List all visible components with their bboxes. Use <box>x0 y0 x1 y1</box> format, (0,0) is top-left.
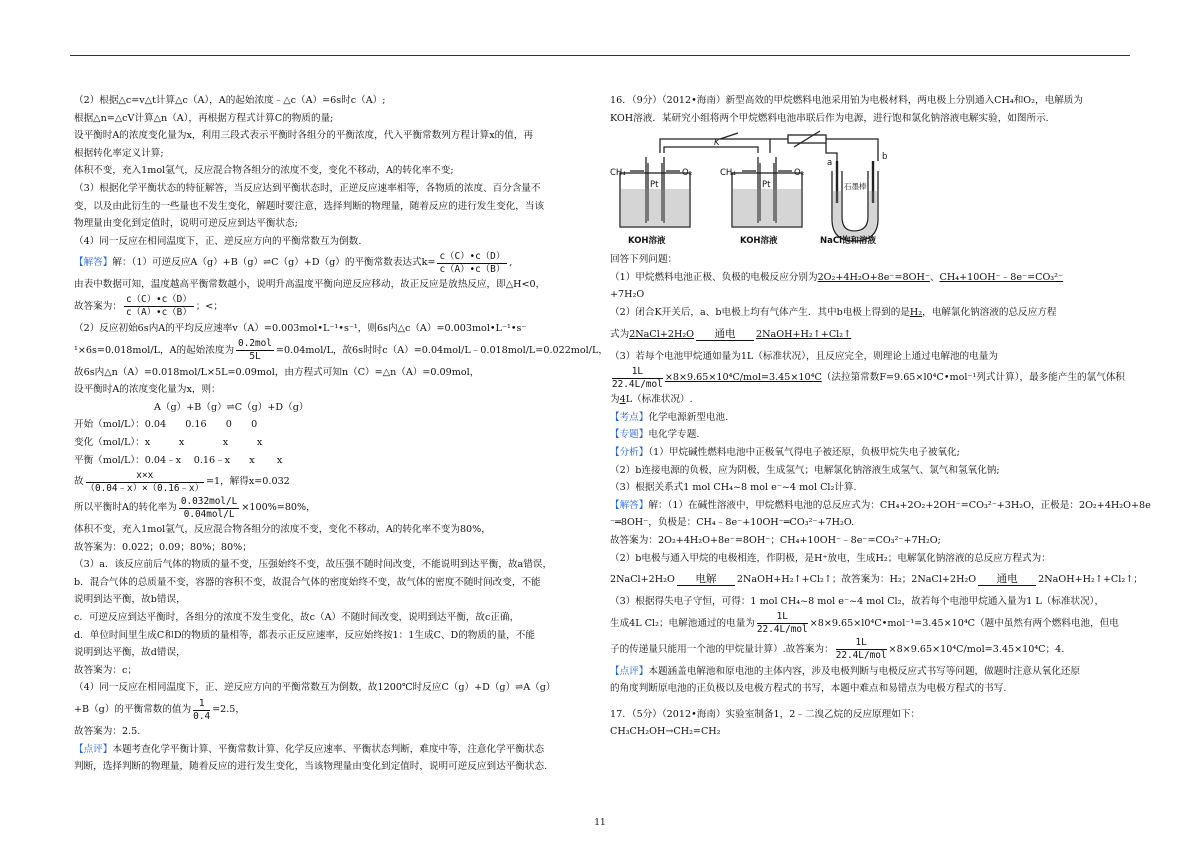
nacl-label: NaCl饱和溶液 <box>820 236 877 247</box>
answer-line: 故答案为： $\frac{c(C)•c(D)}{c(A)•c(B)}$ ；<； <box>74 294 223 319</box>
fraction: $\frac{1}{0.4}$ <box>193 697 211 722</box>
switch-label: K <box>714 138 720 149</box>
text-line: （4）同一反应在相同温度下，正、逆反应方向的平衡常数互为倒数，故1200℃时反应C（g）+D（g）⇌A（g） <box>74 682 556 694</box>
fraction: $\frac{c(C)•c(D)}{c(A)•c(B)}$ <box>439 250 506 275</box>
left-column <box>74 92 608 776</box>
text-line: 变，以及由此衍生的一些量也不发生变化，解题时要注意，选择判断的物理量，随着反应的进行发生变化，当该 <box>74 200 545 212</box>
text-line: 的角度判断原电池的正负极以及电极方程式的书写，本题中难点和易错点为电极方程式的书写. <box>610 683 1007 695</box>
answer-line: 为4L（标准状况）. <box>610 394 693 406</box>
text-line: （2）反应初始6s内A的平均反应速率v（A）=0.003mol•L⁻¹•s⁻¹，则6s内△c（A）=0.003mol•L⁻¹•s⁻ <box>74 322 527 334</box>
text-line: d．单位时间里生成C和D的物质的量相等，都表示正反应速率，反应始终按1：1生成C、D的物质的量，不能 <box>74 629 535 641</box>
text-line: b．混合气体的总质量不变，容器的容积不变，故混合气体的密度始终不变，故气体的密度不随时间改变，不能 <box>74 576 541 588</box>
text-line: 判断，选择判断的物理量，随着反应的进行发生变化，当该物理量由变化到定值时，说明可逆反应到达平衡状态. <box>74 761 548 773</box>
text-line: 故答案为：c； <box>74 664 137 676</box>
fraction: $\frac{x\times x}{(0.04﹣x)\times(0.16﹣x)}$ <box>85 469 204 494</box>
text-line: ¹×6s=0.018mol/L，A的起始浓度为 $\frac{\text{0.2mol}}{5L}$ =0.04mol/L，故6s时时c（A）=0.04mol/L﹣0.018mol/L=0.022mol/L， <box>74 338 608 363</box>
question-17-line: 17．（5分）（2012•海南）实验室制备1，2﹣二溴乙烷的反应原理如下： <box>610 708 921 720</box>
jieda-line: 【解答】解：（1）在碱性溶液中，甲烷燃料电池的总反应式为：CH₄+2O₂+2OH⁻=CO₃²⁻+3H₂O，正极是：2O₂+4H₂O+8e <box>610 499 1151 511</box>
electrode-b-label: b <box>882 152 888 163</box>
kaodian-line: 【考点】化学电源新型电池. <box>610 411 729 423</box>
text-line: 开始（mol/L）：0.04 0.16 0 0 <box>74 419 258 431</box>
text-line: 由表中数据可知，温度越高平衡常数越小，说明升高温度平衡向逆反应移动，故正反应是放热反应，即△H<0， <box>74 279 546 291</box>
question-16-line: KOH溶液．某研究小组将两个甲烷燃料电池串联后作为电源，进行饱和氯化钠溶液电解实验，如图所示． <box>610 112 1056 124</box>
text-line: 平衡（mol/L）：0.04﹣x 0.16﹣x x x <box>74 454 283 466</box>
wire <box>660 139 878 161</box>
text-line: 故答案为：2O₂+4H₂O+8e⁻=8OH⁻；CH₄+10OH⁻﹣8e⁻=CO₃²⁻+7H₂O; <box>610 534 941 546</box>
text-line: 根据转化率定义计算; <box>74 147 164 159</box>
text-line: c．可逆反应到达平衡时，各组分的浓度不发生变化，故c（A）不随时间改变，说明到达平衡，故c正确， <box>74 612 520 624</box>
text-line: 所以平衡时A的转化率为 $\frac{\text{0.032mol/L}}{\text{0.04mol/L}}$ ×100%=80%， <box>74 495 316 520</box>
text-line: （2）b连接电源的负极，应为阴极，生成氢气；电解氯化钠溶液生成氢气、氯气和氢氧化钠; <box>610 464 1000 476</box>
fraction: $\frac{c(C)•c(D)}{c(A)•c(B)}$ <box>125 294 192 319</box>
text-line: 变化（mol/L）：x x x x <box>74 436 263 448</box>
text-line: 设平衡时A的浓度变化量为x，利用三段式表示平衡时各组分的平衡浓度，代入平衡常数列方程计算x的值，再 <box>74 130 534 142</box>
ch4-label-1: CH₄ <box>610 168 626 179</box>
ch4-label-2: CH₄ <box>720 168 736 179</box>
equation-line: A（g）+B（g）⇌C（g）+D（g） <box>154 401 309 413</box>
text-line: （3）根据化学平衡状态的特征解答，当反应达到平衡状态时，正逆反应速率相等，各物质的浓度、百分含量不 <box>74 182 541 194</box>
text-line: 故 $\frac{x\times x}{(0.04﹣x)\times(0.16﹣x)}$ =1，解得x=0.032 <box>74 469 290 494</box>
koh-label-1: KOH溶液 <box>628 236 666 247</box>
text-line: （3）a．该反应前后气体的物质的量不变，压强始终不变，故压强不随时间改变，不能说明到达平衡，故a错误， <box>74 559 553 571</box>
pt-label-2: Pt <box>762 180 771 191</box>
text-line: （4）同一反应在相同温度下，正、逆反应方向的平衡常数互为倒数. <box>74 235 362 247</box>
electrolysis-figure <box>610 131 1130 247</box>
answer-line: （2）闭合K开关后，a、b电极上均有气体产生．其中b电极上得到的是H₂，电解氯化钠溶液的总反应方程 <box>610 306 1057 318</box>
answer-line: $\frac{1L}{\text{22.4L/mol}}$ ×8×9.65×10⁴C/mol=3.45×10⁴C （法拉第常数F=9.65×l0⁴C•mol⁻¹列式计算），最多能产生的氯气体积 <box>612 365 1126 390</box>
koh-label-2: KOH溶液 <box>740 236 778 247</box>
switch-k <box>720 133 738 139</box>
text-line: 设平衡时A的浓度变化量为x，则： <box>74 384 221 396</box>
header-rule <box>70 55 1130 56</box>
fraction: $\frac{1L}{\text{22.4L/mol}}$ <box>835 637 887 662</box>
comment-line: 【点评】本题考查化学平衡计算、平衡常数计算、化学反应速率、平衡状态判断，难度中等，注意化学平衡状态 <box>74 743 545 755</box>
text-line: 说明到达平衡，故d错误， <box>74 647 186 659</box>
text-line: 体积不变，充入1mol氩气，反应混合物各组分的浓度不变，变化不移动，A的转化率不变为80%， <box>74 524 491 536</box>
right-column <box>610 92 1151 741</box>
jieda-tag: 【解答】 <box>74 257 113 269</box>
reaction-arrow: 通电 <box>696 329 754 341</box>
text-line: 故6s内△n（A）=0.018mol/L×5L=0.09mol，由方程式可知n（C）=△n（A）=0.09mol， <box>74 366 480 378</box>
fraction: $\frac{\text{0.032mol/L}}{\text{0.04mol/L}}$ <box>180 495 238 520</box>
text-line: 说明到达平衡，故b错误， <box>74 594 186 606</box>
text-line: （3）根据关系式1 mol CH₄~8 mol e⁻~4 mol Cl₂计算. <box>610 482 857 494</box>
text-line: +B（g）的平衡常数的值为 $\frac{1}{0.4}$ =2.5， <box>74 697 245 722</box>
text-line: 根据△n=△cV计算△n（A），再根据方程式计算C的物质的量; <box>74 112 334 124</box>
reaction-arrow: 电解 <box>677 574 735 586</box>
fraction: $\frac{1L}{\text{22.4L/mol}}$ <box>756 611 808 636</box>
question-16-line: 16．（9分）（2012•海南）新型高效的甲烷燃料电池采用铂为电极材料，两电极上分别通入CH₄和O₂，电解质为 <box>610 95 1083 106</box>
text-line: （2）根据△c=v△t计算△c（A），A的起始浓度﹣△c（A）=6s时c（A）; <box>74 95 386 106</box>
text-line: 故答案为：2.5. <box>74 726 141 738</box>
spacer <box>610 698 1130 706</box>
o2-label-2: O₂ <box>794 168 805 179</box>
answer-line: （1）甲烷燃料电池正极、负极的电极反应分别为2O₂+4H₂O+8e⁻=8OH⁻、CH₄+10OH⁻﹣8e⁻=CO₃²⁻ <box>610 271 1064 283</box>
text-line: +7H₂O <box>610 289 645 301</box>
pt-label-1: Pt <box>650 180 659 191</box>
text-line: ⁻═8OH⁻，负极是：CH₄﹣8e⁻+10OH⁻═CO₃²⁻+7H₂O. <box>610 517 855 529</box>
fraction: $\frac{1L}{\text{22.4L/mol}}$ <box>612 365 663 390</box>
graphite-label: 石墨棒 <box>844 182 867 192</box>
text-line: 子的传递量只能用一个池的甲烷量计算）.故答案为： $\frac{1L}{\text{22.4L/mol}}$ ×8×9.65×10⁴C/mol=3.45×10⁴C；4. <box>610 637 1065 662</box>
fenxi-line: 【分析】（1）甲烷碱性燃料电池中正极氧气得电子被还原，负极甲烷失电子被氧化; <box>610 446 960 458</box>
text-line: CH₃CH₂OH→CH₂=CH₂ <box>610 726 721 738</box>
circuit-diagram <box>610 131 900 247</box>
dianping-tag: 【点评】 <box>74 743 113 755</box>
o2-label-1: O₂ <box>682 168 693 179</box>
dianping-line: 【点评】本题涵盖电解池和原电池的主体内容，涉及电极判断与电极反应式书写等问题，做题时注意从氧化还原 <box>610 665 1081 677</box>
text-line: 体积不变，充入1mol氩气，反应混合物各组分的浓度不变，变化不移动，A的转化率不变; <box>74 165 454 177</box>
wire <box>664 147 758 153</box>
fraction: $\frac{\text{0.2mol}}{5L}$ <box>238 338 272 363</box>
text-line: 回答下列问题： <box>610 254 678 266</box>
reaction-arrow: 通电 <box>978 574 1036 586</box>
electrode-a-label: a <box>827 158 833 169</box>
equation-line: 2NaCl+2H₂O 电解 2NaOH+H₂↑+Cl₂↑；故答案为：H₂；2NaCl+2H₂O 通电 2NaOH+H₂↑+Cl₂↑； <box>610 573 1143 586</box>
text-line: 物理量由变化到定值时，说明可逆反应到达平衡状态; <box>74 218 298 230</box>
text-line: （2）b电极与通入甲烷的电极相连，作阴极，是H⁺放电，生成H₂；电解氯化钠溶液的总反应方程式为： <box>610 552 1051 564</box>
answer-k-expression: 【解答】 解：（1）可逆反应A（g）+B（g）⇌C（g）+D（g）的平衡常数表达式k= $\frac{c(C)•c(D)}{c(A)•c(B)}$ , <box>74 250 513 275</box>
text-line: （3）根据得失电子守恒，可得：1 mol CH₄~8 mol e⁻~4 mol Cl₂，故若每个电池甲烷通入量为1 L（标准状况）， <box>610 596 1105 608</box>
text-line: 生成4L Cl₂；电解池通过的电量为 $\frac{1L}{\text{22.4L/mol}}$ ×8×9.65×l0⁴C•mol⁻¹=3.45×10⁴C（题中虽然有两个燃料电池，但电 <box>610 611 1119 636</box>
text-line: 故答案为：0.022；0.09；80%；80%； <box>74 541 252 553</box>
zhuanti-line: 【专题】电化学专题. <box>610 429 700 441</box>
text-line: （3）若每个电池甲烷通如量为1L（标准状况），且反应完全，则理论上通过电解池的电量为 <box>610 350 998 362</box>
page-number: 11 <box>594 818 606 828</box>
equation-line: 式为 2NaCl+2H₂O 通电 2NaOH+H₂↑+Cl₂↑ <box>610 327 852 340</box>
